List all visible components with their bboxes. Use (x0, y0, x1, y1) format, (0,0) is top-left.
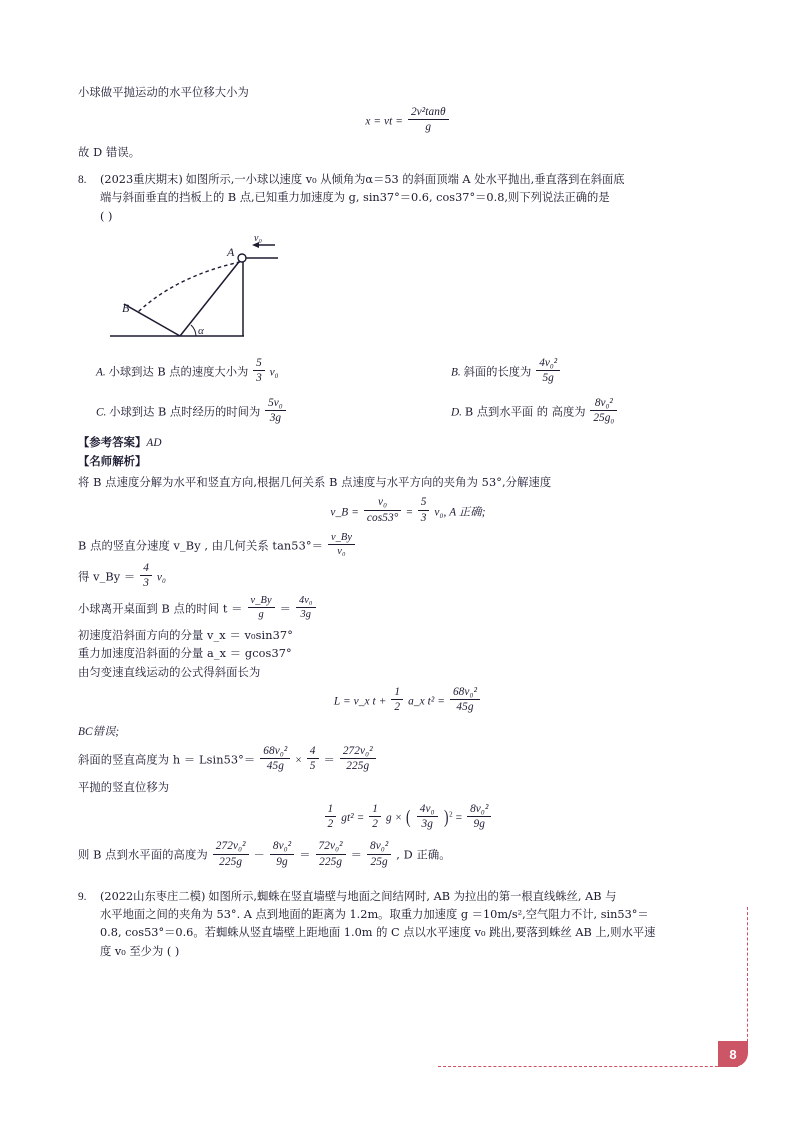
analysis-line-10: 平抛的竖直位移为 (78, 781, 170, 795)
label-point-a: A (227, 244, 235, 259)
option-c-fraction: $\frac{\text{5v₀}}{3g}$ (265, 397, 286, 424)
label-point-b: B (122, 300, 130, 315)
incline-surface (180, 258, 242, 336)
intro-conclusion: 故 D 错误。 (78, 145, 141, 159)
answer-value: AD (146, 436, 162, 449)
ball-at-a (238, 254, 246, 262)
incline-projectile-diagram (92, 232, 282, 344)
question-8-answer-blank: ( ) (100, 209, 113, 223)
question-9-line4: 度 v₀ 至少为 ( ) (100, 944, 180, 958)
dashed-horizontal-rule (438, 1066, 738, 1067)
analysis-line-4: 小球离开桌面到 B 点的时间 t ＝ $\frac{v\_By}{g}$ ＝ $\frac{\text{4v₀}}{3g}$ (78, 597, 738, 622)
intro-equation-fraction: $\frac{\text{2v²tanθ}}{g}$ (408, 106, 449, 133)
trajectory-curve (138, 262, 240, 312)
question-9 (78, 888, 738, 961)
question-8-stem-line2: 端与斜面垂直的挡板上的 B 点,已知重力加速度为 g, sin37°＝0.6, cos37°＝0.8,则下列说法正确的是 (100, 191, 610, 205)
page-number-badge: 8 (718, 1041, 748, 1067)
question-9-stem (100, 888, 738, 961)
answer-label: 【参考答案】 (78, 434, 147, 449)
question-8-number: 8. (78, 173, 87, 186)
analysis-line4-frac1: $\frac{v\_By}{g}$ (248, 595, 275, 620)
option-a-fraction: $\frac{5}{3}$ (253, 357, 265, 384)
analysis-line-11: 则 B 点到水平面的高度为 $\frac{\text{272v₀²}}{225g}$ － $\frac{\text{8v₀²}}{9g}$ ＝ $\frac{\text{72v₀²}}{225g}$ ＝ $\frac{\text{8v₀²}}{25g}$ , D 正确。 (78, 840, 451, 868)
analysis-eq2-frac2: $\frac{\text{68v₀²}}{45g}$ (450, 686, 480, 713)
question-9-line3: 0.8, cos53°＝0.6。若蜘蛛从竖直墙壁上距地面 1.0m 的 C 点以水平速度 v₀ 跳出,要落到蛛丝 AB 上,则水平速 (100, 926, 656, 940)
analysis-eq2-frac1: $\frac{1}{2}$ (391, 686, 403, 713)
analysis-line11-frac1: $\frac{\text{272v₀²}}{225g}$ (213, 840, 249, 867)
analysis-line-8: BC错误; (78, 726, 120, 739)
intro-text: 小球做平抛运动的水平位移大小为 (78, 86, 249, 99)
analysis-line-1: 将 B 点速度分解为水平和竖直方向,根据几何关系 B 点速度与水平方向的夹角为 53°,分解速度 (78, 476, 552, 490)
label-velocity: v₀ (254, 232, 262, 244)
option-b[interactable]: B. 斜面的长度为 $\frac{\text{4v₀²}}{5g}$ (451, 359, 738, 386)
analysis-eq1-frac1: $\frac{\text{v₀}}{\cos 53^\circ}$ (364, 496, 401, 523)
analysis-line11-frac2: $\frac{\text{8v₀²}}{9g}$ (270, 840, 294, 867)
analysis-line-5: 初速度沿斜面方向的分量 v_x ＝ v₀sin37° (78, 629, 293, 643)
baffle-board (124, 304, 180, 336)
label-angle-alpha: α (198, 324, 204, 337)
analysis-label: 【名师解析】 (78, 453, 147, 468)
analysis-eq3-frac4: $\frac{\text{8v₀²}}{9g}$ (467, 803, 491, 830)
analysis-line-6: 重力加速度沿斜面的分量 a_x ＝ gcos37° (78, 647, 292, 661)
analysis-eq1-frac2: $\frac{5}{3}$ (418, 496, 430, 523)
answer-row (78, 433, 738, 452)
analysis-line-9: 斜面的竖直高度为 h ＝ Lsin53°＝ $\frac{\text{68v₀²}}{45g}$ × $\frac{4}{5}$ ＝ $\frac{\text{272v₀²}}{225g}$ (78, 747, 738, 774)
question-8-stem (100, 171, 738, 226)
question-8-source: (2023重庆期末) (100, 172, 183, 186)
document-content (78, 84, 738, 963)
analysis-eq3-frac1: $\frac{1}{2}$ (325, 803, 337, 830)
dashed-vertical-rule (747, 907, 748, 1047)
analysis-line11-frac4: $\frac{\text{8v₀²}}{25g}$ (367, 840, 391, 867)
question-9-number: 9. (78, 890, 87, 903)
intro-equation: x = vt = $\frac{\text{2v²tanθ}}{g}$ (78, 108, 738, 135)
page-footer (0, 1017, 794, 1077)
analysis-eq3-frac2: $\frac{1}{2}$ (369, 803, 381, 830)
analysis-line-2: B 点的竖直分速度 v_By , 由几何关系 tan53°＝ $\frac{v\_By}{\text{v₀}}$ (78, 534, 738, 559)
eq3-paren-open: ( (406, 807, 411, 829)
option-a[interactable]: A. 小球到达 B 点的速度大小为 $\frac{5}{3}$ v₀ (96, 356, 279, 385)
question-8-figure (92, 232, 738, 349)
analysis-line9-frac1: $\frac{\text{68v₀²}}{45g}$ (260, 745, 290, 772)
analysis-line3-frac: $\frac{4}{3}$ (140, 562, 152, 589)
analysis-equation-1: v_B = $\frac{\text{v₀}}{\cos 53^\circ}$ = $\frac{5}{3}$ v₀, A 正确; (330, 496, 486, 524)
analysis-line-7: 由匀变速直线运动的公式得斜面长为 (78, 665, 261, 679)
analysis-line9-frac2: $\frac{4}{5}$ (307, 745, 319, 772)
analysis-line2-frac: $\frac{v\_By}{\text{v₀}}$ (328, 532, 355, 557)
eq3-exponent: 2 (449, 810, 453, 819)
analysis-eq3-frac3: $\frac{\text{4v₀}}{3g}$ (417, 803, 438, 830)
option-c[interactable]: C. 小球到达 B 点时经历的时间为 $\frac{\text{5v₀}}{3g}$ (96, 399, 451, 426)
analysis-line9-frac3: $\frac{\text{272v₀²}}{225g}$ (340, 745, 376, 772)
question-9-line2: 水平地面之间的夹角为 53°. A 点到地面的距离为 1.2m。取重力加速度 g ＝10m/s²,空气阻力不计, sin53°＝ (100, 908, 649, 922)
analysis-line4-frac2: $\frac{\text{4v₀}}{3g}$ (296, 595, 316, 620)
angle-arc (191, 325, 196, 336)
analysis-equation-3: $\frac{1}{2}$ gt² = $\frac{1}{2}$ g × ( $\frac{\text{4v₀}}{3g}$ )$^2$ = $\frac{\text{8v₀²}}{9g}$ (78, 803, 738, 834)
question-8 (78, 171, 738, 226)
question-8-stem-line1: 如图所示,一小球以速度 v₀ 从倾角为α＝53 的斜面顶端 A 处水平抛出,垂直落到在斜面底 (185, 172, 625, 186)
option-d[interactable]: D. B 点到水平面 的 高度为 $\frac{\text{8v₀²}}{\text{25g₀}}$ (451, 399, 738, 426)
analysis-line11-frac3: $\frac{\text{72v₀²}}{225g}$ (316, 840, 346, 867)
analysis-equation-2: L = v_x t + $\frac{1}{2}$ a_x t² = $\frac{\text{68v₀²}}{45g}$ (78, 688, 738, 715)
question-9-source: (2022山东枣庄二模) (100, 889, 206, 903)
question-9-line1: 如图所示,蜘蛛在竖直墙壁与地面之间结网时, AB 为拉出的第一根直线蛛丝, AB 与 (208, 889, 617, 903)
eq3-paren-close: ) (443, 807, 449, 829)
question-8-options (96, 356, 738, 427)
option-d-fraction: $\frac{\text{8v₀²}}{\text{25g₀}}$ (590, 397, 617, 424)
analysis-line-3: 得 v_By ＝ $\frac{4}{3}$ v₀ (78, 562, 167, 590)
option-b-fraction: $\frac{\text{4v₀²}}{5g}$ (536, 357, 560, 384)
